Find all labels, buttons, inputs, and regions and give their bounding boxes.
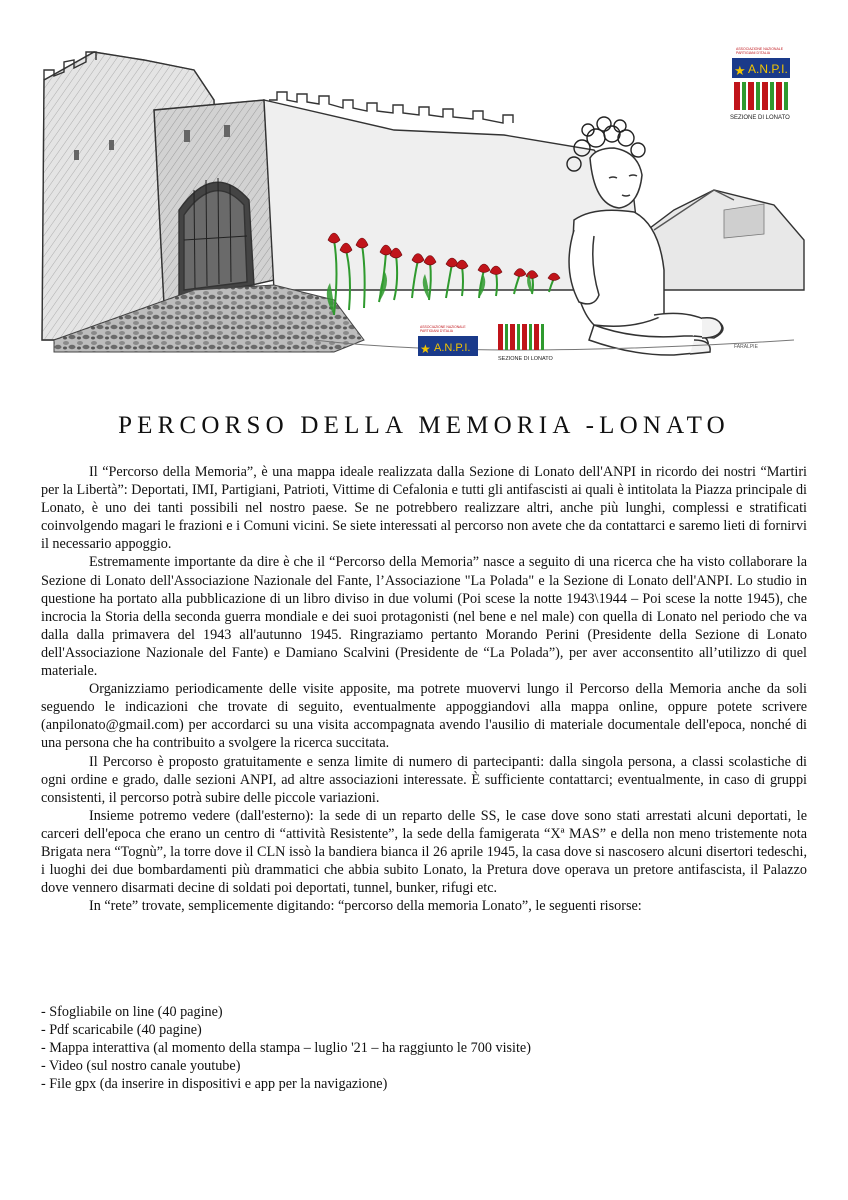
logo-top-line1: ASSOCIAZIONE NAZIONALE: [736, 47, 784, 51]
paragraph-places: Insieme potremo vedere (dall'esterno): la sede di un reparto delle SS, le case dove sono stati arrestati alcuni deportati, le carceri dell'epoca che erano un centro di “attività Resistente”, la sede della famigerata “Xª MAS” e della non meno tristemente nota Brigata nera “Tognù”, la torre dove il CLN issò la bandiera bianca il 26 aprile 1945, la casa dove si nascosero alcuni disertori tedeschi, i luoghi dei due bombardamenti più drammatici che abbia subito Lonato, la Pretura dove operava un pretore antifascista, il Palazzo dove vennero disarmati decine di soldati poi deportati, tunnel, bunker, rifugi etc.: [41, 807, 807, 897]
logo-bottom-flag-bars: [498, 324, 544, 350]
logo-top-acronym: A.N.P.I.: [748, 62, 788, 76]
resource-item: - Pdf scaricabile (40 pagine): [41, 1022, 202, 1039]
resource-item: - Video (sul nostro canale youtube): [41, 1058, 241, 1075]
page-title: PERCORSO DELLA MEMORIA -LONATO: [118, 412, 730, 439]
logo-bottom-line2: PARTIGIANI D'ITALIA: [420, 329, 454, 333]
artist-signature: FARALPIE: [734, 344, 758, 350]
castle-drawing: [42, 52, 804, 340]
paragraph-free: Il Percorso è proposto gratuitamente e senza limite di numero di partecipanti: dalla singola persona, a classi scolastiche di ogni ordine e grado, dalle sezioni ANPI, ad altre associazioni interessate. È sufficiente contattarci; eventualmente, in caso di gruppi consistenti, il percorso potrà subire delle piccole variazioni.: [41, 753, 807, 806]
logo-top-caption: SEZIONE DI LONATO: [730, 115, 790, 121]
paragraph-visits: Organizziamo periodicamente delle visite apposite, ma potrete muovervi lungo il Percorso della Memoria anche da soli seguendo le indicazioni che trovate di seguito, eventualmente appoggiandovi alla mappa online, oppure potete scrivere (anpilonato@gmail.com) per accordarci su una visita accompagnata avendo l'ausilio di materiale documentale dell'epoca, nonché di una persona che ha contribuito a svolgere la ricerca succitata.: [41, 681, 807, 752]
paragraph-research: Estremamente importante da dire è che il “Percorso della Memoria” nasce a seguito di una ricerca che ha visto collaborare la Sezione di Lonato dell'Associazione Nazionale del Fante, l’Associazione "La Polada" e la Sezione di Lonato dell'ANPI. Lo studio in questione ha portato alla pubblicazione di un libro diviso in due volumi (Poi scese la notte 1943\1944 – Poi scese la notte 1945), che incrocia la Storia della seconda guerra mondiale e dei suoi protagonisti (nel bene e nel male) con quella di Lonato nel periodo che va dalla dalla primavera del 1943 all'autunno 1945. Ringraziamo pertanto Morando Perini (Presidente della Sezione di Lonato dell'Associazione Nazionale del Fante) e Damiano Scalvini (Presidente de “La Polada”), per aver acconsentito all’utilizzo di quel materiale.: [41, 554, 807, 680]
resource-item: - File gpx (da inserire in dispositivi e app per la navigazione): [41, 1076, 388, 1093]
resources-list: [41, 1003, 807, 1093]
body-text: [41, 463, 807, 915]
logo-top-star: ★: [734, 63, 746, 78]
logo-bottom-acronym: A.N.P.I.: [434, 342, 471, 354]
logo-bottom-caption: SEZIONE DI LONATO: [498, 356, 553, 362]
logo-top-line2: PARTIGIANI D'ITALIA: [736, 51, 771, 55]
anpi-logo-top: [730, 47, 790, 121]
resource-item: - Mappa interattiva (al momento della stampa – luglio '21 – ha raggiunto le 700 visite): [41, 1040, 531, 1057]
logo-bottom-star: ★: [420, 342, 431, 356]
logo-top-flag-bars: [734, 82, 788, 110]
resource-item: - Sfogliabile on line (40 pagine): [41, 1004, 223, 1020]
logo-bottom-line1: ASSOCIAZIONE NAZIONALE: [420, 325, 466, 329]
anpi-logo-bottom: [418, 324, 554, 362]
header-illustration: [34, 40, 814, 370]
paragraph-intro: Il “Percorso della Memoria”, è una mappa ideale realizzata dalla Sezione di Lonato dell'ANPI in ricordo dei nostri “Martiri per la Libertà”: Deportati, IMI, Partigiani, Patrioti, Vittime di Cefalonia e tutti gli antifascisti ai quali è intitolata la Piazza principale di Lonato, è uno dei tanti possibili nel nostro paese. Se ne potrebbero realizzare altri, anche più lunghi, complessi e stratificati coinvolgendo magari le frazioni e i Comuni vicini. Se siete interessati al percorso non avete che da contattarci e saremo lieti di fornirvi il necessario appoggio.: [41, 464, 807, 553]
paragraph-online: In “rete” trovate, semplicemente digitando: “percorso della memoria Lonato”, le seguenti risorse:: [89, 898, 642, 915]
